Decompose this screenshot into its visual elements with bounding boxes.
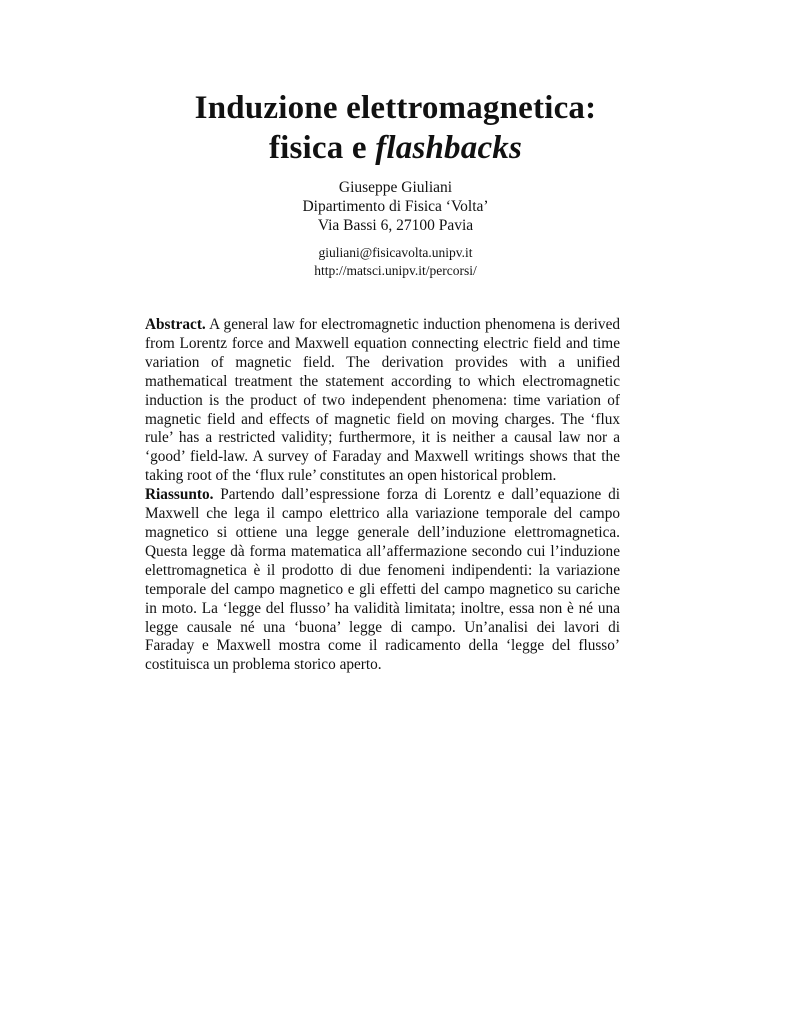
title-line-2 bbox=[0, 128, 791, 168]
title-line-1: Induzione elettromagnetica: bbox=[194, 90, 597, 126]
title-line-2-italic: flashbacks bbox=[375, 130, 523, 166]
abstract-section bbox=[145, 316, 620, 675]
riassunto-text: Partendo dall’espressione forza di Lorentz e dall’equazione di Maxwell che lega il campo elettrico alla variazione temporale del campo magnetico si ottiene una legge generale dell’induzione elettromagnetica. Questa legge dà forma matematica all’affermazione secondo cui l’induzione elettromagnetica è il prodotto di due fenomeni indipendenti: la variazione temporale del campo magnetico e gli effetti del campo magnetico su cariche in moto. La ‘legge del flusso’ ha validità limitata; inoltre, essa non è né una legge causale né una ‘buona’ legge di campo. Un’analisi dei lavori di Faraday e Maxwell mostra come il radicamento della ‘legge del flusso’ costituisca un problema storico aperto. bbox=[145, 486, 621, 674]
title-block bbox=[0, 88, 791, 168]
author-name: Giuseppe Giuliani bbox=[338, 179, 453, 196]
riassunto-paragraph bbox=[145, 486, 620, 675]
abstract-label: Abstract. bbox=[145, 316, 206, 333]
author-affiliation: Dipartimento di Fisica ‘Volta’ bbox=[302, 198, 489, 215]
author-url: http://matsci.unipv.it/percorsi/ bbox=[314, 263, 477, 278]
author-block bbox=[0, 178, 791, 235]
riassunto-label: Riassunto. bbox=[145, 486, 214, 504]
contact-block bbox=[0, 244, 791, 280]
author-email: giuliani@fisicavolta.unipv.it bbox=[318, 245, 473, 260]
author-address: Via Bassi 6, 27100 Pavia bbox=[317, 217, 474, 234]
abstract-paragraph bbox=[145, 316, 620, 486]
title-line-2-plain: fisica e bbox=[268, 130, 376, 166]
abstract-text: A general law for electromagnetic induction phenomena is derived from Lorentz force and Maxwell equation connecting electric field and time variation of magnetic field. The derivation provides with a unified mathematical treatment the statement according to which electromagnetic induction is the product of two independent phenomena: time variation of magnetic field and effects of magnetic field on moving charges. The ‘flux rule’ has a restricted validity; furthermore, it is neither a causal law nor a ‘good’ field-law. A survey of Faraday and Maxwell writings shows that the taking root of the ‘flux rule’ constitutes an open historical problem. bbox=[145, 316, 621, 485]
